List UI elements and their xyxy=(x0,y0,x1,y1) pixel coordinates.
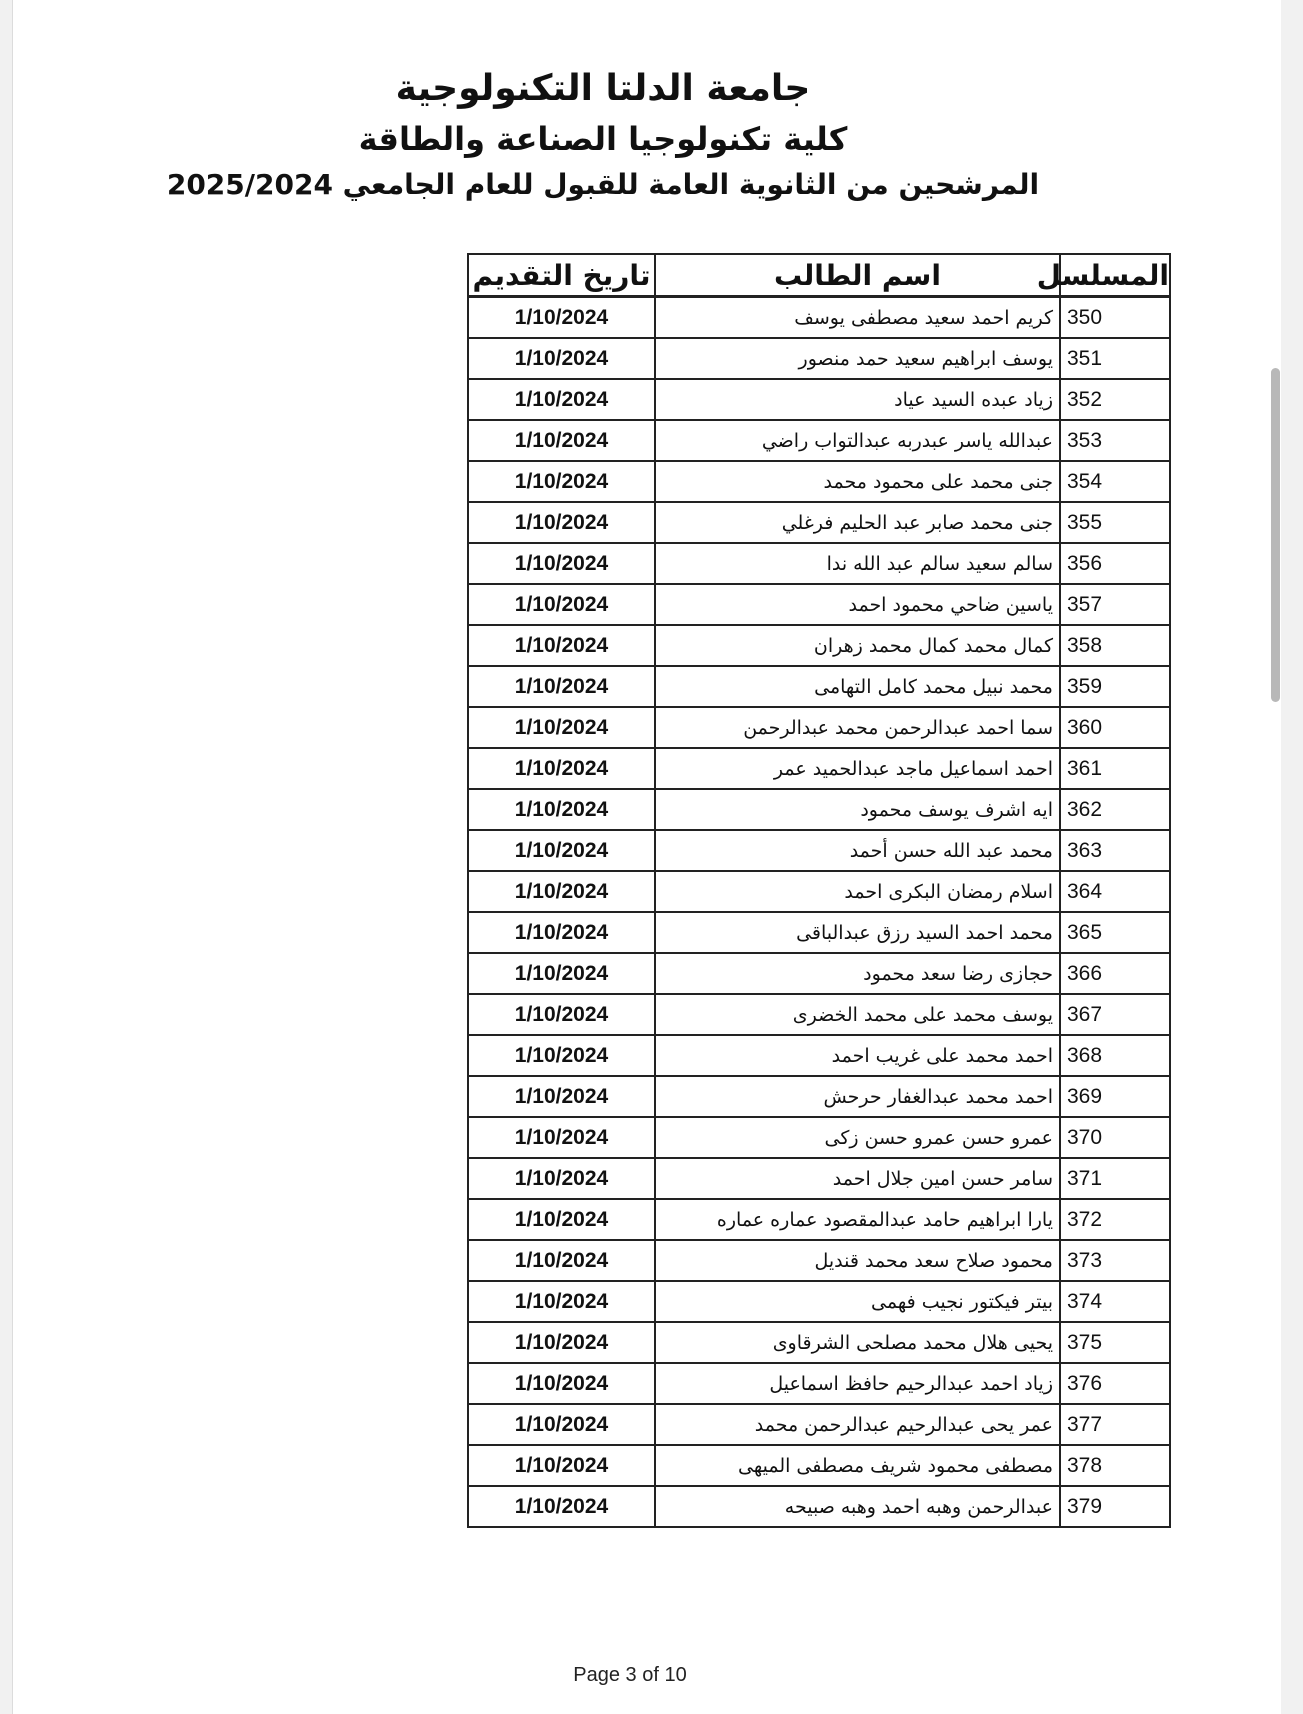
row-name-cell: محمود صلاح سعد محمد قنديل xyxy=(655,1240,1060,1281)
row-name-cell: حجازى رضا سعد محمود xyxy=(655,953,1060,994)
table-header-row xyxy=(468,254,1170,297)
table-row xyxy=(468,379,1170,420)
row-serial-cell: 371 xyxy=(1060,1158,1170,1199)
row-date-cell: 1/10/2024 xyxy=(468,543,655,584)
university-title: جامعة الدلتا التكنولوجية xyxy=(395,68,811,109)
row-serial-cell: 364 xyxy=(1060,871,1170,912)
table-row xyxy=(468,1445,1170,1486)
row-serial-cell: 356 xyxy=(1060,543,1170,584)
row-date-cell: 1/10/2024 xyxy=(468,707,655,748)
row-name-cell: احمد محمد على غريب احمد xyxy=(655,1035,1060,1076)
table-row xyxy=(468,584,1170,625)
row-serial-cell: 362 xyxy=(1060,789,1170,830)
row-serial-cell: 351 xyxy=(1060,338,1170,379)
row-name-cell: كريم احمد سعيد مصطفى يوسف xyxy=(655,297,1060,339)
table-row xyxy=(468,994,1170,1035)
page-number: Page 3 of 10 xyxy=(573,1664,687,1686)
row-name-cell: جنى محمد على محمود محمد xyxy=(655,461,1060,502)
row-date-cell: 1/10/2024 xyxy=(468,420,655,461)
row-name-cell: ايه اشرف يوسف محمود xyxy=(655,789,1060,830)
row-date-cell: 1/10/2024 xyxy=(468,461,655,502)
table-row xyxy=(468,1035,1170,1076)
table-row xyxy=(468,297,1170,339)
row-date-cell: 1/10/2024 xyxy=(468,953,655,994)
row-name-cell: يارا ابراهيم حامد عبدالمقصود عماره عماره xyxy=(655,1199,1060,1240)
row-date-cell: 1/10/2024 xyxy=(468,1404,655,1445)
row-serial-cell: 355 xyxy=(1060,502,1170,543)
table-row xyxy=(468,871,1170,912)
row-name-cell: مصطفى محمود شريف مصطفى الميهى xyxy=(655,1445,1060,1486)
row-name-cell: زياد عبده السيد عياد xyxy=(655,379,1060,420)
row-date-cell: 1/10/2024 xyxy=(468,1117,655,1158)
row-name-cell: كمال محمد كمال محمد زهران xyxy=(655,625,1060,666)
row-name-cell: سامر حسن امين جلال احمد xyxy=(655,1158,1060,1199)
row-serial-cell: 357 xyxy=(1060,584,1170,625)
table-row xyxy=(468,1117,1170,1158)
row-date-cell: 1/10/2024 xyxy=(468,1076,655,1117)
row-date-cell: 1/10/2024 xyxy=(468,1486,655,1527)
table-row xyxy=(468,1158,1170,1199)
table-row xyxy=(468,1076,1170,1117)
row-serial-cell: 368 xyxy=(1060,1035,1170,1076)
row-date-cell: 1/10/2024 xyxy=(468,1281,655,1322)
row-serial-cell: 378 xyxy=(1060,1445,1170,1486)
row-name-cell: يحيى هلال محمد مصلحى الشرقاوى xyxy=(655,1322,1060,1363)
row-date-cell: 1/10/2024 xyxy=(468,994,655,1035)
table-row xyxy=(468,830,1170,871)
table-row xyxy=(468,912,1170,953)
row-date-cell: 1/10/2024 xyxy=(468,1158,655,1199)
row-name-cell: عبدالله ياسر عبدربه عبدالتواب راضي xyxy=(655,420,1060,461)
row-serial-cell: 352 xyxy=(1060,379,1170,420)
row-serial-cell: 359 xyxy=(1060,666,1170,707)
row-name-cell: يوسف ابراهيم سعيد حمد منصور xyxy=(655,338,1060,379)
row-name-cell: ياسين ضاحي محمود احمد xyxy=(655,584,1060,625)
row-date-cell: 1/10/2024 xyxy=(468,379,655,420)
row-name-cell: عمر يحى عبدالرحيم عبدالرحمن محمد xyxy=(655,1404,1060,1445)
row-date-cell: 1/10/2024 xyxy=(468,666,655,707)
row-name-cell: جنى محمد صابر عبد الحليم فرغلي xyxy=(655,502,1060,543)
row-name-cell: احمد اسماعيل ماجد عبدالحميد عمر xyxy=(655,748,1060,789)
row-date-cell: 1/10/2024 xyxy=(468,1363,655,1404)
row-date-cell: 1/10/2024 xyxy=(468,625,655,666)
row-date-cell: 1/10/2024 xyxy=(468,912,655,953)
table-row xyxy=(468,625,1170,666)
row-date-cell: 1/10/2024 xyxy=(468,1240,655,1281)
row-serial-cell: 367 xyxy=(1060,994,1170,1035)
row-serial-cell: 373 xyxy=(1060,1240,1170,1281)
row-date-cell: 1/10/2024 xyxy=(468,871,655,912)
row-serial-cell: 360 xyxy=(1060,707,1170,748)
table-row xyxy=(468,1322,1170,1363)
scrollbar-thumb[interactable] xyxy=(1271,368,1280,702)
row-date-cell: 1/10/2024 xyxy=(468,584,655,625)
row-serial-cell: 363 xyxy=(1060,830,1170,871)
table-row xyxy=(468,666,1170,707)
row-date-cell: 1/10/2024 xyxy=(468,1322,655,1363)
row-serial-cell: 374 xyxy=(1060,1281,1170,1322)
list-subtitle: المرشحين من الثانوية العامة للقبول للعام الجامعي 2025/2024 xyxy=(166,168,1040,201)
row-name-cell: زياد احمد عبدالرحيم حافظ اسماعيل xyxy=(655,1363,1060,1404)
row-name-cell: اسلام رمضان البكرى احمد xyxy=(655,871,1060,912)
row-name-cell: محمد نبيل محمد كامل التهامى xyxy=(655,666,1060,707)
row-date-cell: 1/10/2024 xyxy=(468,1199,655,1240)
row-serial-cell: 379 xyxy=(1060,1486,1170,1527)
table-row xyxy=(468,1281,1170,1322)
row-serial-cell: 372 xyxy=(1060,1199,1170,1240)
column-header-serial: المسلسل xyxy=(1060,254,1170,297)
row-name-cell: محمد احمد السيد رزق عبدالباقى xyxy=(655,912,1060,953)
table-row xyxy=(468,1240,1170,1281)
table-body xyxy=(468,297,1170,1528)
row-date-cell: 1/10/2024 xyxy=(468,338,655,379)
row-serial-cell: 353 xyxy=(1060,420,1170,461)
table-row xyxy=(468,1199,1170,1240)
row-date-cell: 1/10/2024 xyxy=(468,1445,655,1486)
table-row xyxy=(468,420,1170,461)
row-serial-cell: 365 xyxy=(1060,912,1170,953)
row-date-cell: 1/10/2024 xyxy=(468,789,655,830)
row-serial-cell: 369 xyxy=(1060,1076,1170,1117)
row-serial-cell: 376 xyxy=(1060,1363,1170,1404)
row-name-cell: سالم سعيد سالم عبد الله ندا xyxy=(655,543,1060,584)
row-name-cell: محمد عبد الله حسن أحمد xyxy=(655,830,1060,871)
row-serial-cell: 350 xyxy=(1060,297,1170,339)
row-name-cell: عبدالرحمن وهبه احمد وهبه صبيحه xyxy=(655,1486,1060,1527)
table-row xyxy=(468,502,1170,543)
table-row xyxy=(468,748,1170,789)
row-serial-cell: 370 xyxy=(1060,1117,1170,1158)
row-name-cell: يوسف محمد على محمد الخضرى xyxy=(655,994,1060,1035)
row-date-cell: 1/10/2024 xyxy=(468,830,655,871)
candidates-table xyxy=(467,253,1171,1528)
row-serial-cell: 361 xyxy=(1060,748,1170,789)
table-row xyxy=(468,1363,1170,1404)
table-row xyxy=(468,338,1170,379)
table-row xyxy=(468,1486,1170,1527)
table-row xyxy=(468,707,1170,748)
column-header-name: اسم الطالب xyxy=(655,254,1060,297)
row-date-cell: 1/10/2024 xyxy=(468,1035,655,1076)
row-serial-cell: 377 xyxy=(1060,1404,1170,1445)
row-date-cell: 1/10/2024 xyxy=(468,502,655,543)
row-date-cell: 1/10/2024 xyxy=(468,297,655,339)
column-header-date: تاريخ التقديم xyxy=(468,254,655,297)
table-row xyxy=(468,1404,1170,1445)
row-date-cell: 1/10/2024 xyxy=(468,748,655,789)
row-serial-cell: 358 xyxy=(1060,625,1170,666)
row-serial-cell: 354 xyxy=(1060,461,1170,502)
row-name-cell: عمرو حسن عمرو حسن زكى xyxy=(655,1117,1060,1158)
table-row xyxy=(468,789,1170,830)
table-row xyxy=(468,461,1170,502)
row-name-cell: احمد محمد عبدالغفار حرحش xyxy=(655,1076,1060,1117)
faculty-title: كلية تكنولوجيا الصناعة والطاقة xyxy=(358,120,848,158)
row-serial-cell: 375 xyxy=(1060,1322,1170,1363)
row-name-cell: سما احمد عبدالرحمن محمد عبدالرحمن xyxy=(655,707,1060,748)
row-serial-cell: 366 xyxy=(1060,953,1170,994)
table-row xyxy=(468,953,1170,994)
table-row xyxy=(468,543,1170,584)
row-name-cell: بيتر فيكتور نجيب فهمى xyxy=(655,1281,1060,1322)
